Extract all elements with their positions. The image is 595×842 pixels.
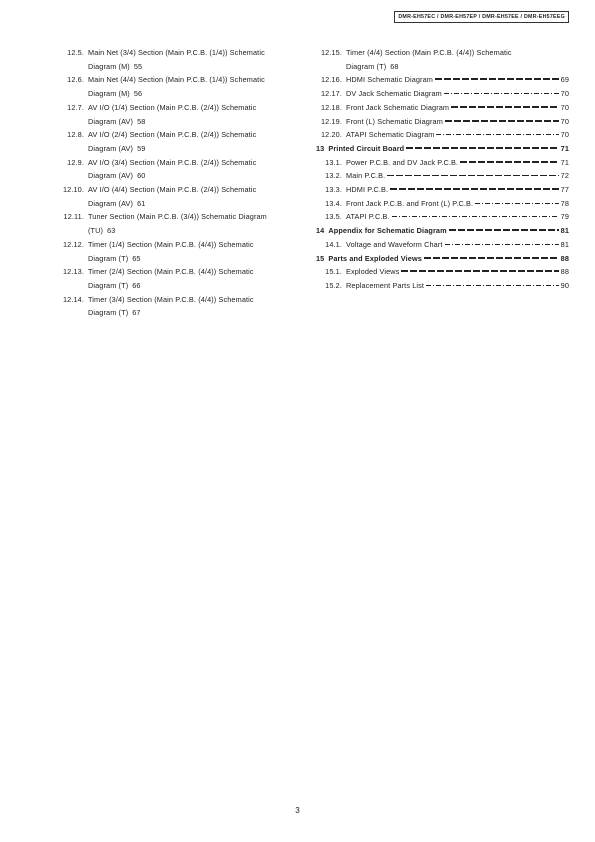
- dot-leader: [426, 285, 559, 286]
- entry-page: 63: [107, 226, 116, 236]
- dot-leader: [392, 216, 559, 217]
- toc-entry-12-5[interactable]: [60, 46, 300, 73]
- entry-title: Replacement Parts List: [346, 280, 425, 290]
- entry-title: ATAPI Schematic Diagram: [346, 130, 435, 140]
- toc-entry-12-6[interactable]: [60, 73, 300, 100]
- entry-number: 12.19.: [320, 116, 342, 126]
- entry-title-cont: Diagram (M): [88, 89, 130, 99]
- entry-number: 12.8.: [67, 130, 84, 140]
- entry-title: AV I/O (2/4) Section (Main P.C.B. (2/4)) Schematic: [88, 130, 257, 140]
- entry-title-cont: Diagram (T): [346, 61, 387, 71]
- entry-page: 65: [132, 253, 141, 263]
- dot-leader: [436, 134, 558, 135]
- entry-number: 15.2.: [325, 280, 342, 290]
- entry-title: ATAPI P.C.B.: [346, 212, 390, 222]
- entry-title-cont: Diagram (AV): [88, 143, 134, 153]
- entry-title: Timer (4/4) Section (Main P.C.B. (4/4)) Schematic: [346, 48, 512, 57]
- toc-entry-12-7[interactable]: [60, 101, 300, 128]
- toc-entry-12-12[interactable]: [60, 238, 300, 265]
- section-title: Parts and Exploded Views: [328, 253, 422, 263]
- entry-page: 66: [132, 280, 141, 290]
- section-number: 14: [316, 226, 325, 236]
- entry-title-cont: Diagram (AV): [88, 116, 134, 126]
- toc-right-column: [316, 46, 569, 293]
- toc-entry-12-15[interactable]: [316, 46, 569, 73]
- entry-page: 67: [132, 308, 141, 318]
- entry-number: 12.13.: [62, 267, 84, 277]
- entry-page: 78: [560, 198, 569, 208]
- model-header: DMR-EH57EC / DMR-EH57EP / DMR-EH57EE / DMR-EH57EEG: [394, 11, 569, 23]
- toc-section-14[interactable]: [316, 224, 569, 238]
- section-number: 13: [316, 143, 325, 153]
- entry-number: 12.16.: [320, 75, 342, 85]
- entry-title: Tuner Section (Main P.C.B. (3/4)) Schematic Diagram: [88, 212, 267, 222]
- entry-title-cont: Diagram (AV): [88, 198, 134, 208]
- entry-number: 14.1.: [325, 239, 342, 249]
- entry-page: 81: [560, 226, 569, 236]
- dot-leader: [424, 257, 559, 259]
- toc-entry-12-16[interactable]: [316, 73, 569, 87]
- entry-title: AV I/O (3/4) Section (Main P.C.B. (2/4)) Schematic: [88, 157, 257, 167]
- toc-entry-13-4[interactable]: [316, 197, 569, 211]
- entry-title: Power P.C.B. and DV Jack P.C.B.: [346, 157, 459, 167]
- toc-entry-12-14[interactable]: [60, 293, 300, 320]
- toc-entry-13-2[interactable]: [316, 169, 569, 183]
- dot-leader: [449, 229, 559, 231]
- entry-page: 70: [560, 102, 569, 112]
- toc-section-15[interactable]: [316, 252, 569, 266]
- entry-title-cont: Diagram (M): [88, 61, 130, 71]
- dot-leader: [390, 188, 559, 190]
- entry-page: 88: [560, 267, 569, 277]
- entry-title: Exploded Views: [346, 267, 400, 277]
- entry-page: 70: [560, 130, 569, 140]
- toc-entry-15-1[interactable]: [316, 265, 569, 279]
- toc-entry-12-19[interactable]: [316, 115, 569, 129]
- entry-number: 15.1.: [325, 267, 342, 277]
- dot-leader: [445, 120, 559, 122]
- dot-leader: [460, 161, 558, 163]
- entry-title-cont: Diagram (T): [88, 308, 129, 318]
- entry-page: 88: [560, 253, 569, 263]
- dot-leader: [445, 244, 559, 245]
- entry-number: 12.9.: [67, 157, 84, 167]
- entry-page: 81: [560, 239, 569, 249]
- dot-leader: [451, 106, 559, 108]
- entry-title-cont: (TU): [88, 226, 104, 236]
- entry-number: 12.5.: [67, 48, 84, 57]
- toc-entry-12-8[interactable]: [60, 128, 300, 155]
- toc-entry-12-17[interactable]: [316, 87, 569, 101]
- toc-entry-12-9[interactable]: [60, 156, 300, 183]
- entry-title: Front Jack Schematic Diagram: [346, 102, 450, 112]
- entry-number: 12.15.: [320, 48, 342, 57]
- entry-page: 69: [560, 75, 569, 85]
- toc-entry-12-13[interactable]: [60, 265, 300, 292]
- dot-leader: [475, 203, 558, 204]
- entry-title: AV I/O (4/4) Section (Main P.C.B. (2/4)) Schematic: [88, 185, 257, 195]
- entry-number: 12.14.: [62, 294, 84, 304]
- entry-page: 68: [390, 61, 399, 71]
- page-number: 3: [295, 806, 300, 815]
- section-title: Appendix for Schematic Diagram: [328, 226, 447, 236]
- entry-number: 13.1.: [325, 157, 342, 167]
- entry-number: 12.12.: [62, 239, 84, 249]
- toc-entry-15-2[interactable]: [316, 279, 569, 293]
- entry-title-cont: Diagram (T): [88, 280, 129, 290]
- section-title: Printed Circuit Board: [328, 143, 405, 153]
- entry-title: Timer (3/4) Section (Main P.C.B. (4/4)) Schematic: [88, 294, 254, 304]
- dot-leader: [387, 175, 558, 176]
- entry-title-cont: Diagram (T): [88, 253, 129, 263]
- entry-page: 58: [137, 116, 146, 126]
- entry-title: Front (L) Schematic Diagram: [346, 116, 443, 126]
- entry-title: Timer (2/4) Section (Main P.C.B. (4/4)) Schematic: [88, 267, 254, 277]
- section-number: 15: [316, 253, 325, 263]
- entry-number: 12.11.: [63, 212, 84, 222]
- toc-entry-14-1[interactable]: [316, 238, 569, 252]
- entry-title: HDMI Schematic Diagram: [346, 75, 433, 85]
- entry-number: 13.2.: [325, 171, 342, 181]
- entry-number: 12.17.: [320, 89, 342, 99]
- entry-page: 59: [137, 143, 146, 153]
- entry-title: Main Net (3/4) Section (Main P.C.B. (1/4)) Schematic: [88, 48, 265, 57]
- entry-number: 12.7.: [67, 102, 84, 112]
- entry-page: 60: [137, 171, 146, 181]
- dot-leader: [444, 93, 559, 94]
- toc-section-13[interactable]: [316, 142, 569, 156]
- dot-leader: [435, 78, 559, 80]
- entry-page: 61: [137, 198, 146, 208]
- entry-title: Main P.C.B.: [346, 171, 386, 181]
- entry-title-cont: Diagram (AV): [88, 171, 134, 181]
- entry-title: HDMI P.C.B.: [346, 185, 389, 195]
- entry-page: 72: [560, 171, 569, 181]
- dot-leader: [406, 147, 558, 149]
- toc-entry-12-10[interactable]: [60, 183, 300, 210]
- entry-number: 12.6.: [67, 75, 84, 85]
- entry-number: 12.20.: [320, 130, 342, 140]
- dot-leader: [401, 270, 558, 272]
- toc-entry-13-1[interactable]: [316, 156, 569, 170]
- entry-page: 55: [133, 61, 143, 71]
- entry-title: AV I/O (1/4) Section (Main P.C.B. (2/4)) Schematic: [88, 102, 257, 112]
- entry-page: 56: [133, 89, 143, 99]
- entry-page: 71: [560, 143, 569, 153]
- entry-title: DV Jack Schematic Diagram: [346, 89, 442, 99]
- entry-page: 70: [560, 116, 569, 126]
- entry-page: 71: [560, 157, 569, 167]
- toc-entry-12-20[interactable]: [316, 128, 569, 142]
- toc-entry-13-5[interactable]: [316, 210, 569, 224]
- entry-page: 79: [560, 212, 569, 222]
- entry-page: 77: [560, 185, 569, 195]
- entry-number: 12.18.: [320, 102, 342, 112]
- entry-number: 13.3.: [325, 185, 342, 195]
- entry-number: 13.4.: [325, 198, 342, 208]
- entry-title: Front Jack P.C.B. and Front (L) P.C.B.: [346, 198, 474, 208]
- entry-page: 70: [560, 89, 569, 99]
- entry-number: 13.5.: [325, 212, 342, 222]
- entry-page: 90: [560, 280, 569, 290]
- entry-title: Main Net (4/4) Section (Main P.C.B. (1/4)) Schematic: [88, 75, 265, 85]
- toc-entry-12-18[interactable]: [316, 101, 569, 115]
- toc-left-column: [60, 46, 300, 320]
- entry-title: Voltage and Waveform Chart: [346, 239, 443, 249]
- entry-title: Timer (1/4) Section (Main P.C.B. (4/4)) Schematic: [88, 239, 254, 249]
- toc-entry-12-11[interactable]: [60, 210, 300, 237]
- entry-number: 12.10.: [62, 185, 84, 195]
- toc-entry-13-3[interactable]: [316, 183, 569, 197]
